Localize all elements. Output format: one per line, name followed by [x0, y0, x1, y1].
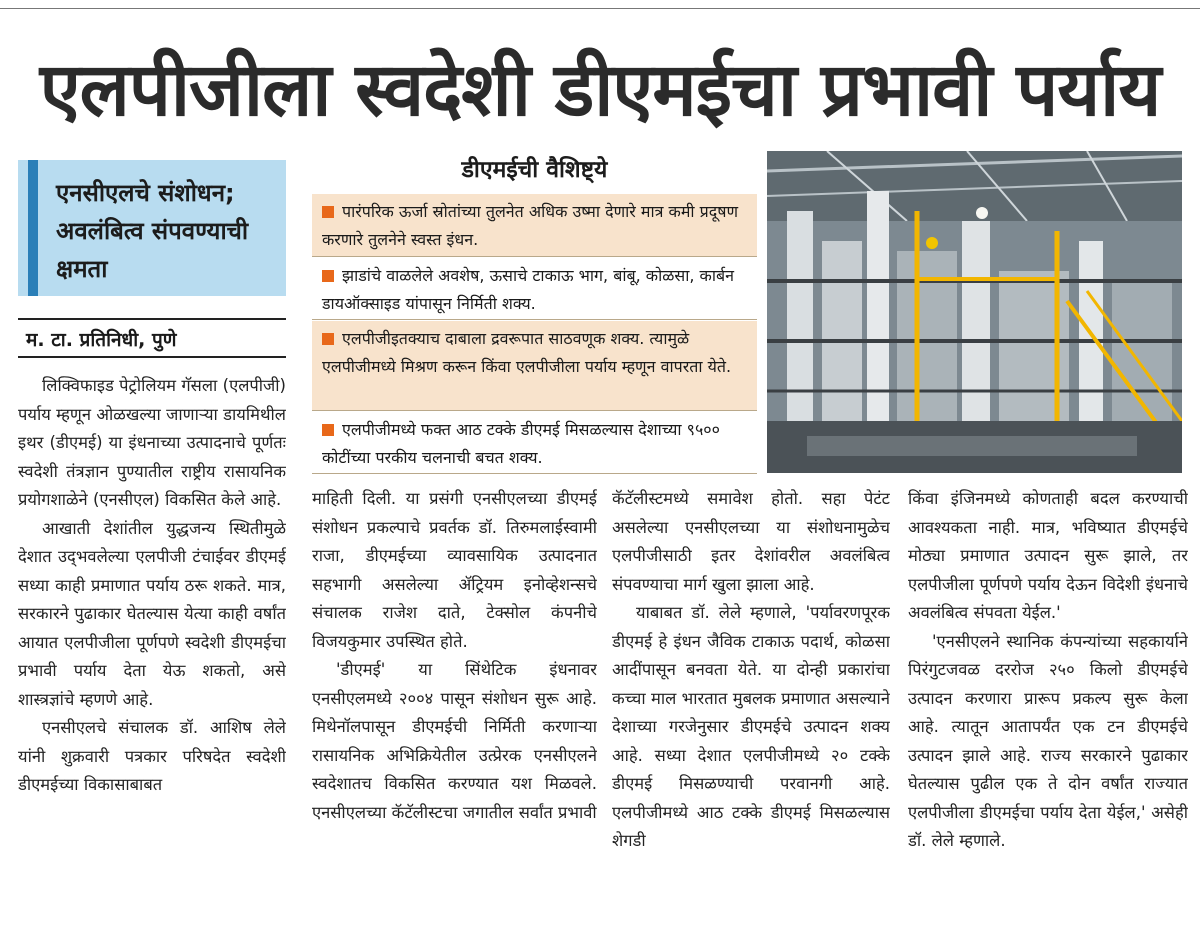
feature-text: झाडांचे वाळलेले अवशेष, ऊसाचे टाकाऊ भाग, बांबू, कोळसा, कार्बन डायऑक्साइड यांपासून निर्मिती शक्य. [322, 266, 734, 313]
article-column-3 [612, 485, 890, 945]
feature-item [312, 258, 757, 320]
paragraph: याबाबत डॉ. लेले म्हणाले, 'पर्यावरणपूरक डीएमई हे इंधन जैविक टाकाऊ पदार्थ, कोळसा आदींपासून बनवता येते. या दोन्ही प्रकारांचा कच्चा माल भारतात मुबलक प्रमाणात असल्याने देशाच्या गरजेनुसार डीएमईचे उत्पादन शक्य आहे. सध्या देशात एलपीजीमध्ये २० टक्के डीएमई मिसळण्याची परवानगी आहे. एलपीजीमध्ये आठ टक्के डीएमई मिसळल्यास शेगडी [612, 603, 890, 850]
paragraph: आखाती देशांतील युद्धजन्य स्थितीमुळे देशात उद्‌भवलेल्या एलपीजी टंचाईवर डीएमई सध्या काही प्रमाणात पर्याय ठरू शकते. मात्र, सरकारने पुढाकार घेतल्यास येत्या काही वर्षांत आयात एलपीजीला पूर्णपणे स्वदेशी डीएमईचा प्रभावी पर्याय देता येऊ शकतो, असे शास्त्रज्ञांचे म्हणणे आहे. [18, 518, 286, 709]
article-column-4 [908, 485, 1188, 945]
article-column-1 [18, 372, 286, 947]
feature-item [312, 321, 757, 411]
feature-text: एलपीजीमध्ये फक्त आठ टक्के डीएमई मिसळल्यास देशाच्या ९५०० कोटींच्या परकीय चलनाची बचत शक्य. [322, 420, 720, 467]
kicker-box [18, 160, 286, 296]
feature-item [312, 412, 757, 474]
feature-text: पारंपरिक ऊर्जा स्रोतांच्या तुलनेत अधिक उष्मा देणारे मात्र कमी प्रदूषण करणारे तुलनेने स्वस्त इंधन. [322, 202, 739, 249]
orange-square-bullet-icon [322, 206, 334, 218]
feature-item [312, 194, 757, 257]
paragraph: माहिती दिली. या प्रसंगी एनसीएलच्या डीएमई संशोधन प्रकल्पाचे प्रवर्तक डॉ. तिरुमलाईस्वामी राजा, डीएमईच्या व्यावसायिक उत्पादनात सहभागी असलेल्या ॲट्रियम इनोव्हेशन्सचे संचालक राजेश दाते, टेक्सोल कंपनीचे विजयकुमार उपस्थित होते. [312, 489, 597, 651]
orange-square-bullet-icon [322, 424, 334, 436]
paragraph: एनसीएलचे संचालक डॉ. आशिष लेले यांनी शुक्रवारी पत्रकार परिषदेत स्वदेशी डीएमईच्या विकासाबाबत [18, 718, 286, 794]
byline: म. टा. प्रतिनिधी, पुणे [18, 318, 286, 358]
paragraph: किंवा इंजिनमध्ये कोणताही बदल करण्याची आवश्यकता नाही. मात्र, भविष्यात डीएमईचे मोठ्या प्रमाणात उत्पादन सुरू झाले, तर एलपीजीला पूर्णपणे पर्याय देऊन विदेशी इंधनाचे अवलंबित्व संपवता येईल.' [908, 489, 1188, 622]
paragraph: लिक्विफाइड पेट्रोलियम गॅसला (एलपीजी) पर्याय म्हणून ओळखल्या जाणाऱ्या डायमिथील इथर (डीएमई) या इंधनाच्या उत्पादनाचे पूर्णतः स्वदेशी तंत्रज्ञान पुण्यातील राष्ट्रीय रासायनिक प्रयोगशाळेने (एनसीएल) विकसित केले आहे. [18, 376, 286, 509]
top-rule [0, 8, 1200, 9]
article-column-2 [312, 485, 597, 945]
orange-square-bullet-icon [322, 270, 334, 282]
paragraph: कॅटॅलीस्टमध्ये समावेश होतो. सहा पेटंट असलेल्या एनसीएलच्या या संशोधनामुळेच एलपीजीसाठी इतर देशांवरील अवलंबित्व संपवण्याचा मार्ग खुला झाला आहे. [612, 489, 890, 594]
features-title: डीएमईची वैशिष्ट्ये [461, 157, 608, 183]
feature-text: एलपीजीइतक्याच दाबाला द्रवरूपात साठवणूक शक्य. त्यामुळे एलपीजीमध्ये मिश्रण करून किंवा एलपीजीला पर्याय म्हणून वापरता येते. [322, 329, 732, 376]
paragraph: 'एनसीएलने स्थानिक कंपन्यांच्या सहकार्याने पिरंगुटजवळ दररोज २५० किलो डीएमईचे उत्पादन करणारा प्रारूप प्रकल्प सुरू केला आहे. त्यातून आतापर्यंत एक टन डीएमईचे उत्पादन झाले आहे. राज्य सरकारने पुढाकार घेतल्यास पुढील एक ते दोन वर्षांत राज्यात एलपीजीला डीएमईचा पर्याय देता येईल,' असेही डॉ. लेले म्हणाले. [908, 631, 1188, 850]
dme-plant-photo [767, 151, 1182, 473]
kicker-text: एनसीएलचे संशोधन; अवलंबित्व संपवण्याची क्षमता [56, 179, 249, 283]
headline: एलपीजीला स्वदेशी डीएमईचा प्रभावी पर्याय [39, 47, 1161, 133]
industrial-plant-illustration [767, 151, 1182, 473]
orange-square-bullet-icon [322, 333, 334, 345]
kicker-accent-bar [28, 160, 38, 296]
paragraph: 'डीएमई' या सिंथेटिक इंधनावर एनसीएलमध्ये २००४ पासून संशोधन सुरू आहे. मिथेनॉलपासून डीएमईची निर्मिती करणाऱ्या रासायनिक अभिक्रियेतील उत्प्रेरक एनसीएलने स्वदेशातच विकसित करण्यात यश मिळवले. एनसीएलच्या कॅटॅलीस्टचा जगातील सर्वांत प्रभावी [312, 660, 597, 822]
